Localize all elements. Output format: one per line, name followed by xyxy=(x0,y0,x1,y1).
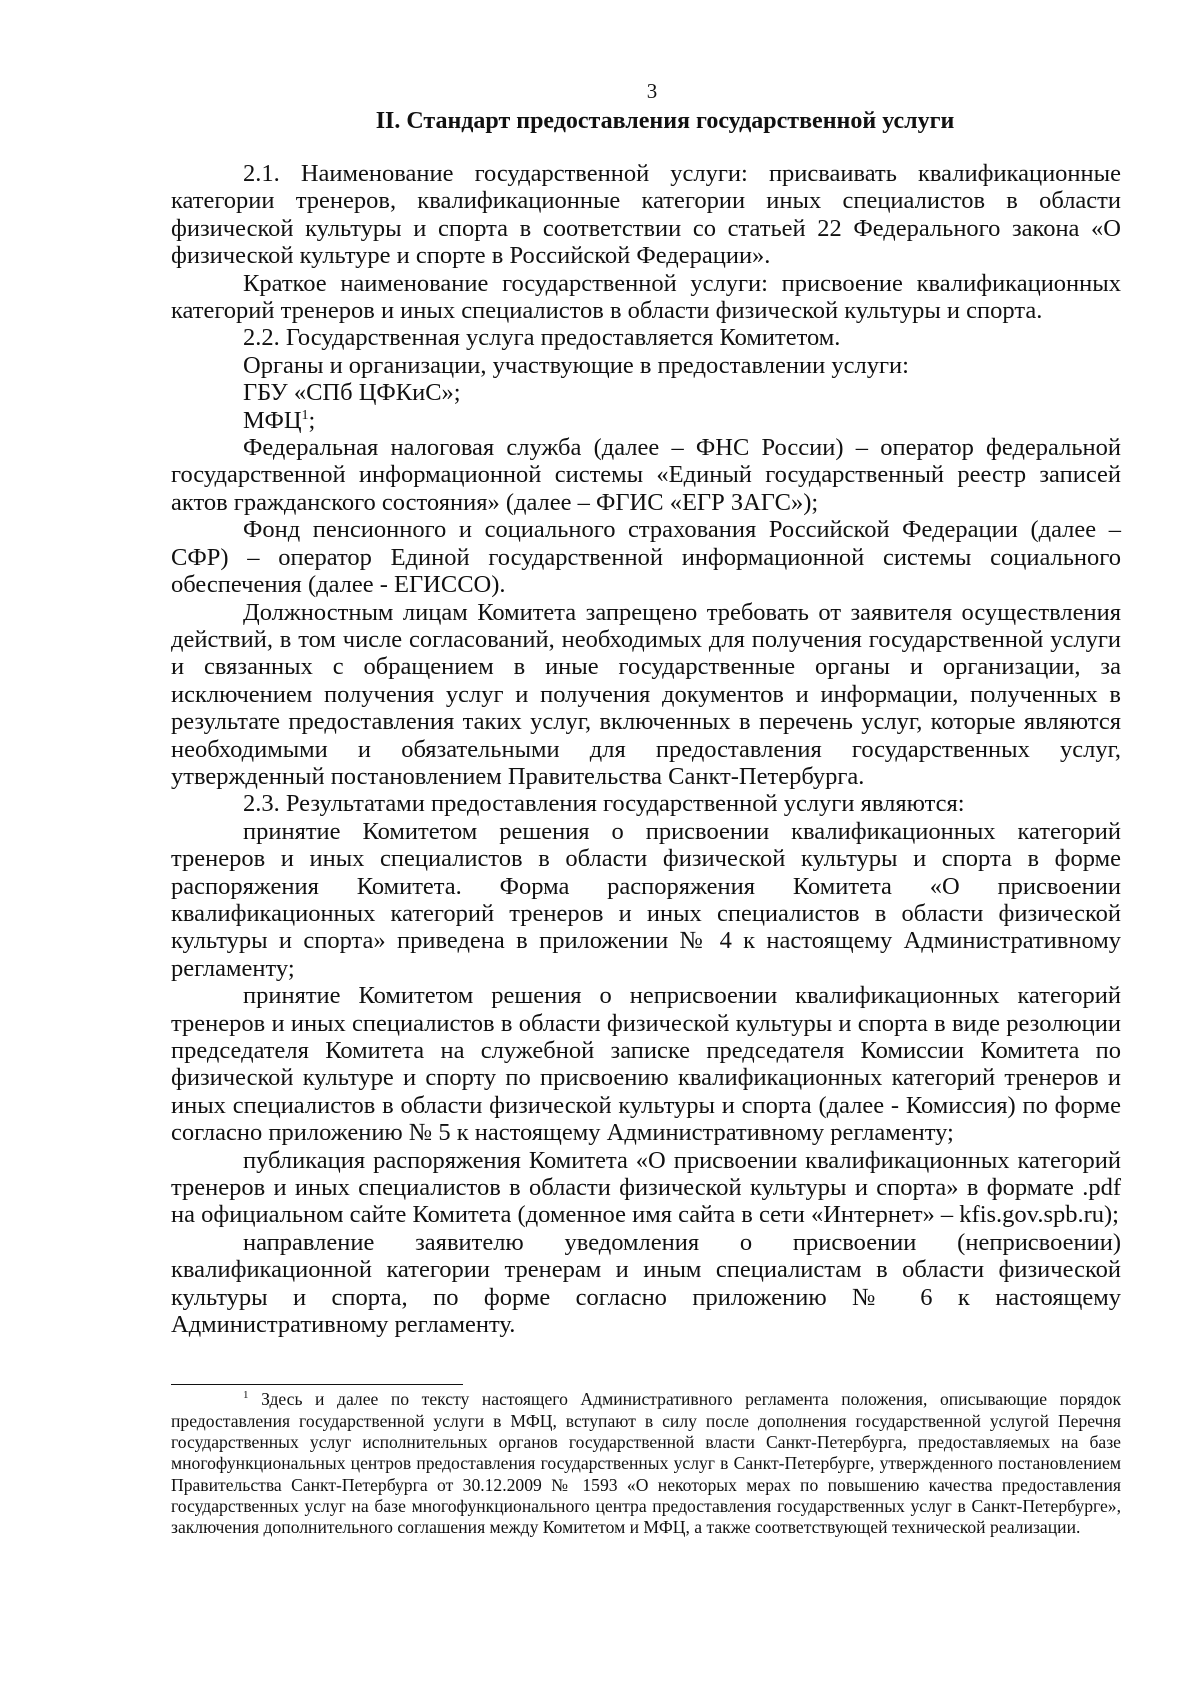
footnote-text: Здесь и далее по тексту настоящего Административного регламента положения, описывающие порядок предоставления государственной услуги в МФЦ, вступают в силу после дополнения государственной услугой Перечня государственных услуг исполнительных органов государственной власти Санкт-Петербурга, предоставляемых на базе многофункциональных центров предоставления государственных услуг в Санкт-Петербурге, утвержденного постановлением Правительства Санкт-Петербурга от 30.12.2009 № 1593 «О некоторых мерах по повышению качества предоставления государственных услуг на базе многофункционального центра предоставления государственных услуг в Санкт-Петербурге», заключения дополнительного соглашения между Комитетом и МФЦ, а также соответствующей технической реализации. xyxy=(171,1389,1121,1538)
paragraph-2-3: 2.3. Результатами предоставления государственной услуги являются: xyxy=(243,790,965,818)
section-title: II. Стандарт предоставления государственной услуги xyxy=(375,108,955,134)
paragraph-2-2: 2.2. Государственная услуга предоставляется Комитетом. xyxy=(243,324,841,352)
paragraph-result-2: принятие Комитетом решения о неприсвоении квалификационных категорий тренеров и иных специалистов в области физической культуры и спорта в виде резолюции председателя Комитета на служебной записке председателя Комиссии Комитета по физической культуре и спорту по присвоению квалификационных категорий тренеров и иных специалистов в области физической культуры и спорта (далее - Комиссия) по форме согласно приложению № 5 к настоящему Административному регламенту; xyxy=(171,982,1121,1147)
footnote-marker: 1 xyxy=(243,1389,249,1402)
paragraph-result-1: принятие Комитетом решения о присвоении квалификационных категорий тренеров и иных специалистов в области физической культуры и спорта в форме распоряжения Комитета. Форма распоряжения Комитета «О присвоении квалификационных категорий тренеров и иных специалистов в области физической культуры и спорта» приведена в приложении № 4 к настоящему Административному регламенту; xyxy=(171,817,1121,982)
paragraph-mfc xyxy=(171,407,1121,434)
document-page xyxy=(171,78,1121,1539)
paragraph-short-name: Краткое наименование государственной услуги: присвоение квалификационных категорий тренеров и иных специалистов в области физической культуры и спорта. xyxy=(171,269,1121,325)
footnote-reference: 1 xyxy=(301,407,309,423)
paragraph-result-4: направление заявителю уведомления о присвоении (неприсвоении) квалификационной категории тренерам и иным специалистам в области физической культуры и спорта, по форме согласно приложению № 6 к настоящему Административному регламенту. xyxy=(171,1228,1121,1339)
paragraph-gbu: ГБУ «СПб ЦФКиС»; xyxy=(243,379,461,407)
paragraph-2-1: 2.1. Наименование государственной услуги: присваивать квалификационные категории тренеров, квалификационные категории иных специалистов в области физической культуры и спорта в соответствии со статьей 22 Федерального закона «О физической культуре и спорте в Российской Федерации». xyxy=(171,160,1121,270)
paragraph-participants: Органы и организации, участвующие в предоставлении услуги: xyxy=(243,351,909,379)
mfc-suffix: ; xyxy=(308,406,316,434)
paragraph-sfr: Фонд пенсионного и социального страхования Российской Федерации (далее – СФР) – оператор Единой государственной информационной системы социального обеспечения (далее - ЕГИССО). xyxy=(171,516,1121,599)
footnote-separator xyxy=(171,1384,463,1385)
paragraph-fns: Федеральная налоговая служба (далее – ФНС России) – оператор федеральной государственной информационной системы «Единый государственный реестр записей актов гражданского состояния» (далее – ФГИС «ЕГР ЗАГС»); xyxy=(171,434,1121,516)
document-body xyxy=(171,160,1121,1338)
paragraph-result-3: публикация распоряжения Комитета «О присвоении квалификационных категорий тренеров и иных специалистов в области физической культуры и спорта» в формате .pdf на официальном сайте Комитета (доменное имя сайта в сети «Интернет» – kfis.gov.spb.ru); xyxy=(171,1146,1121,1229)
mfc-text: МФЦ xyxy=(243,406,302,434)
paragraph-prohibition: Должностным лицам Комитета запрещено требовать от заявителя осуществления действий, в том числе согласований, необходимых для получения государственной услуги и связанных с обращением в иные государственные органы и организации, за исключением получения услуг и получения документов и информации, полученных в результате предоставления таких услуг, включенных в перечень услуг, которые являются необходимыми и обязательными для предоставления государственных услуг, утвержденный постановлением Правительства Санкт-Петербурга. xyxy=(171,598,1121,790)
footnote xyxy=(171,1389,1121,1538)
page-number: 3 xyxy=(646,79,658,103)
